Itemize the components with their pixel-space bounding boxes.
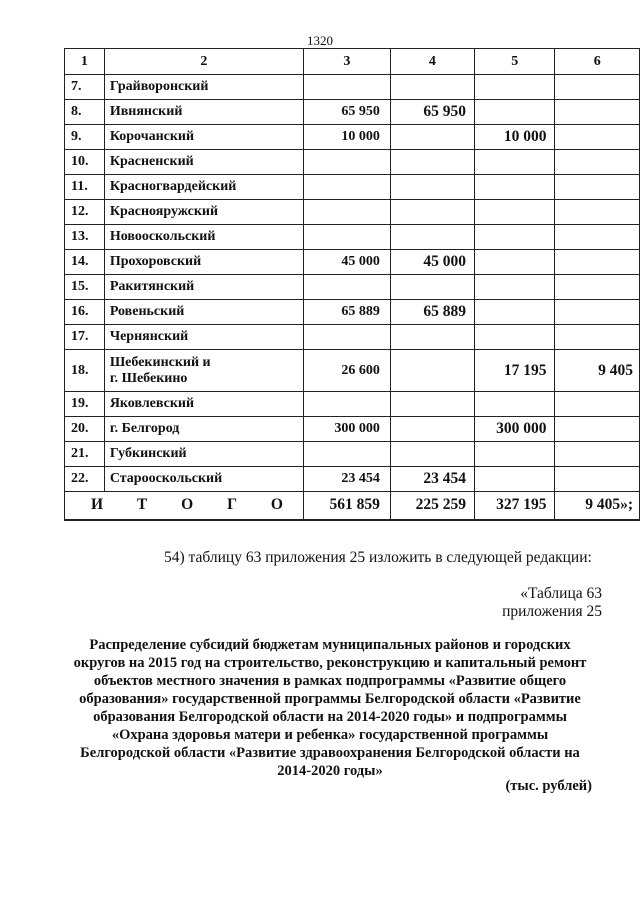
amount-cell bbox=[475, 300, 555, 325]
district-name-cell: г. Белгород bbox=[104, 417, 303, 442]
row-number-cell: 14. bbox=[65, 250, 105, 275]
subsidy-table bbox=[64, 48, 640, 521]
amount-cell bbox=[555, 467, 640, 492]
total-amount-cell bbox=[303, 150, 390, 175]
amount-cell bbox=[390, 75, 474, 100]
table-reference-line: «Таблица 63 bbox=[520, 585, 602, 602]
row-number-cell: 16. bbox=[65, 300, 105, 325]
amount-cell bbox=[390, 442, 474, 467]
amount-cell: 65 889 bbox=[390, 300, 474, 325]
header-cell: 4 bbox=[390, 49, 474, 75]
total-amount-cell bbox=[303, 75, 390, 100]
amount-cell: 23 454 bbox=[390, 467, 474, 492]
total-amount-cell bbox=[303, 225, 390, 250]
row-number-cell: 18. bbox=[65, 350, 105, 392]
table-row bbox=[65, 225, 640, 250]
row-number-cell: 7. bbox=[65, 75, 105, 100]
district-name-cell: Красногвардейский bbox=[104, 175, 303, 200]
table-row bbox=[65, 250, 640, 275]
row-number-cell: 19. bbox=[65, 392, 105, 417]
total-amount-cell: 225 259 bbox=[390, 492, 474, 520]
amount-cell bbox=[390, 200, 474, 225]
total-amount-cell: 561 859 bbox=[303, 492, 390, 520]
amount-cell bbox=[475, 100, 555, 125]
amount-cell bbox=[390, 125, 474, 150]
header-cell: 2 bbox=[104, 49, 303, 75]
amount-cell bbox=[390, 392, 474, 417]
amount-cell: 17 195 bbox=[475, 350, 555, 392]
amount-cell bbox=[555, 175, 640, 200]
district-name-line: г. Шебекино bbox=[109, 370, 188, 386]
table-row bbox=[65, 325, 640, 350]
total-amount-cell bbox=[303, 442, 390, 467]
row-number-cell: 21. bbox=[65, 442, 105, 467]
amount-cell bbox=[475, 175, 555, 200]
total-amount-cell: 23 454 bbox=[303, 467, 390, 492]
amount-cell: 9 405 bbox=[555, 350, 640, 392]
district-name-cell: Грайворонский bbox=[104, 75, 303, 100]
table-row bbox=[65, 392, 640, 417]
total-amount-cell bbox=[303, 325, 390, 350]
row-number-cell: 13. bbox=[65, 225, 105, 250]
amount-cell bbox=[475, 200, 555, 225]
total-amount-cell bbox=[303, 175, 390, 200]
amount-cell bbox=[390, 175, 474, 200]
table-row bbox=[65, 275, 640, 300]
amount-cell bbox=[475, 467, 555, 492]
amount-cell bbox=[555, 250, 640, 275]
table-row bbox=[65, 417, 640, 442]
table-heading: Распределение субсидий бюджетам муниципальных районов и городских округов на 2015 год на строительство, реконструкцию и капитальный ремонт объектов местного значения в рамках подпрограммы «Развитие общего образования» государственной программы Белгородской области «Развитие образования Белгородской области на 2014-2020 годы» и подпрограммы «Охрана здоровья матери и ребенка» государственной программы Белгородской области «Развитие здравоохранения Белгородской области на 2014-2020 годы» bbox=[73, 637, 587, 779]
amount-cell bbox=[555, 100, 640, 125]
amendment-instruction: 54) таблицу 63 приложения 25 изложить в следующей редакции: bbox=[164, 549, 592, 566]
table-row bbox=[65, 442, 640, 467]
amount-cell bbox=[475, 442, 555, 467]
table-row bbox=[65, 175, 640, 200]
total-amount-cell: 45 000 bbox=[303, 250, 390, 275]
row-number-cell: 20. bbox=[65, 417, 105, 442]
amount-cell bbox=[555, 325, 640, 350]
amount-cell: 65 950 bbox=[390, 100, 474, 125]
row-number-cell: 12. bbox=[65, 200, 105, 225]
header-cell: 6 bbox=[555, 49, 640, 75]
amount-cell bbox=[555, 392, 640, 417]
row-number-cell: 22. bbox=[65, 467, 105, 492]
amount-cell bbox=[475, 225, 555, 250]
district-name-cell: Новооскольский bbox=[104, 225, 303, 250]
row-number-cell: 9. bbox=[65, 125, 105, 150]
amount-cell bbox=[555, 75, 640, 100]
total-row bbox=[65, 492, 640, 520]
table-row bbox=[65, 300, 640, 325]
amount-cell bbox=[555, 417, 640, 442]
amount-cell bbox=[475, 75, 555, 100]
district-name-cell bbox=[104, 350, 303, 392]
row-number-cell: 10. bbox=[65, 150, 105, 175]
amount-cell: 45 000 bbox=[390, 250, 474, 275]
district-name-cell: Ивнянский bbox=[104, 100, 303, 125]
row-number-cell: 17. bbox=[65, 325, 105, 350]
amount-cell bbox=[390, 225, 474, 250]
header-cell: 3 bbox=[303, 49, 390, 75]
total-amount-cell bbox=[303, 392, 390, 417]
total-amount-cell: 65 889 bbox=[303, 300, 390, 325]
table-reference bbox=[502, 585, 602, 621]
district-name-cell: Губкинский bbox=[104, 442, 303, 467]
table-row bbox=[65, 75, 640, 100]
district-name-cell: Прохоровский bbox=[104, 250, 303, 275]
amount-cell bbox=[475, 325, 555, 350]
amount-cell bbox=[390, 275, 474, 300]
district-name-cell: Красненский bbox=[104, 150, 303, 175]
total-label: И Т О Г О bbox=[65, 492, 304, 520]
district-name-cell: Ракитянский bbox=[104, 275, 303, 300]
amount-cell: 10 000 bbox=[475, 125, 555, 150]
amount-cell bbox=[555, 300, 640, 325]
district-name-cell: Яковлевский bbox=[104, 392, 303, 417]
amount-cell bbox=[475, 150, 555, 175]
page-number: 1320 bbox=[307, 33, 333, 48]
amount-cell bbox=[555, 225, 640, 250]
total-amount-cell: 10 000 bbox=[303, 125, 390, 150]
district-name-line: Шебекинский и bbox=[109, 354, 211, 370]
amount-cell bbox=[555, 150, 640, 175]
district-name-cell: Чернянский bbox=[104, 325, 303, 350]
amount-cell bbox=[475, 392, 555, 417]
district-name-cell: Корочанский bbox=[104, 125, 303, 150]
amount-cell bbox=[390, 417, 474, 442]
table-row bbox=[65, 150, 640, 175]
amount-cell bbox=[475, 275, 555, 300]
district-name-cell: Старооскольский bbox=[104, 467, 303, 492]
table-row bbox=[65, 200, 640, 225]
total-amount-cell: 26 600 bbox=[303, 350, 390, 392]
total-amount-cell bbox=[303, 275, 390, 300]
amount-cell bbox=[555, 442, 640, 467]
row-number-cell: 15. bbox=[65, 275, 105, 300]
row-number-cell: 8. bbox=[65, 100, 105, 125]
total-amount-cell: 300 000 bbox=[303, 417, 390, 442]
district-name-cell: Краснояружский bbox=[104, 200, 303, 225]
total-amount-cell bbox=[303, 200, 390, 225]
units-label: (тыс. рублей) bbox=[505, 778, 592, 794]
table-row bbox=[65, 467, 640, 492]
table-row bbox=[65, 125, 640, 150]
header-cell: 5 bbox=[475, 49, 555, 75]
total-amount-cell: 327 195 bbox=[475, 492, 555, 520]
amount-cell: 300 000 bbox=[475, 417, 555, 442]
amount-cell bbox=[390, 325, 474, 350]
amount-cell bbox=[555, 125, 640, 150]
amount-cell bbox=[555, 200, 640, 225]
amount-cell bbox=[475, 250, 555, 275]
total-amount-cell: 65 950 bbox=[303, 100, 390, 125]
amount-cell bbox=[390, 150, 474, 175]
amount-cell bbox=[390, 350, 474, 392]
district-name-cell: Ровеньский bbox=[104, 300, 303, 325]
table-header-row bbox=[65, 49, 640, 75]
table-row bbox=[65, 100, 640, 125]
table-row bbox=[65, 350, 640, 392]
table-reference-line: приложения 25 bbox=[502, 603, 602, 620]
row-number-cell: 11. bbox=[65, 175, 105, 200]
amount-cell bbox=[555, 275, 640, 300]
header-cell: 1 bbox=[65, 49, 105, 75]
total-amount-cell: 9 405»; bbox=[555, 492, 640, 520]
